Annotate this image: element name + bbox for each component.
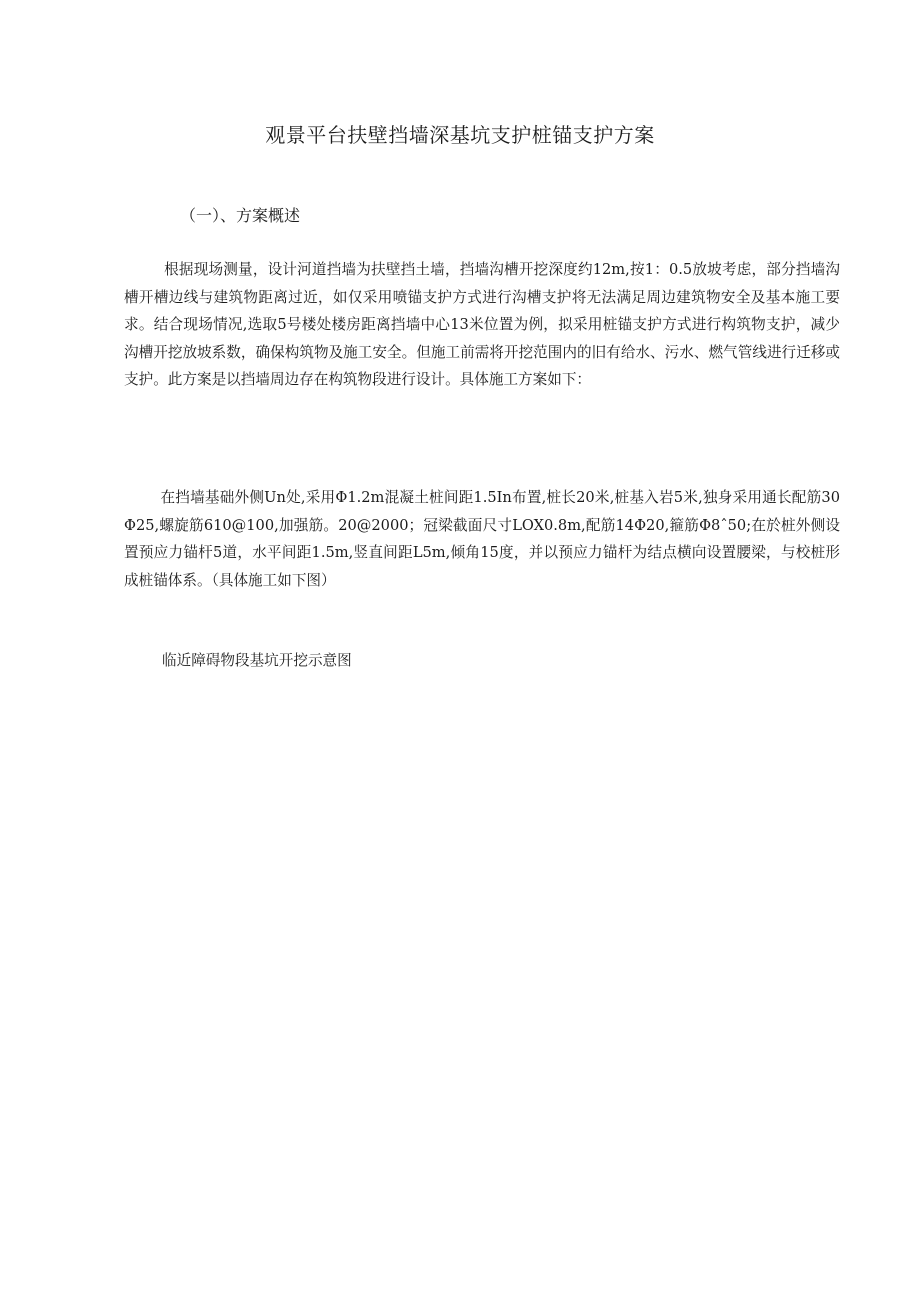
figure-caption: 临近障碍物段基坑开挖示意图 (162, 652, 352, 669)
document-title: 观景平台扶壁挡墙深基坑支护桩锚支护方案 (265, 123, 655, 147)
section-heading: （一）、方案概述 (180, 206, 301, 225)
paragraph-overview: 根据现场测量，设计河道挡墙为扶壁挡土墙，挡墙沟槽开挖深度约12m,按1：0.5放坡考虑，部分挡墙沟槽开槽边线与建筑物距离过近，如仅采用喷锚支护方式进行沟槽支护将无法满足周边建筑物安全及基本施工要求。结合现场情况,选取5号楼处楼房距离挡墙中心13米位置为例，拟采用桩锚支护方式进行构筑物支护，减少沟槽开挖放坡系数，确保构筑物及施工安全。但施工前需将开挖范围内的旧有给水、污水、燃气管线进行迁移或支护。此方案是以挡墙周边存在构筑物段进行设计。具体施工方案如下： (124, 261, 840, 389)
paragraph-construction: 在挡墙基础外侧Un处,采用Φ1.2m混凝土桩间距1.5In布置,桩长20米,桩基入岩5米,独身采用通长配筋30Φ25,螺旋筋610@100,加强筋。20@2000；冠梁截面尺寸LOX0.8m,配筋14Φ20,箍筋Φ8ˆ50;在於桩外侧设置预应力锚杆5道，水平间距1.5m,竖直间距L5m,倾角15度，并以预应力锚杆为结点横向设置腰梁，与校桩形成桩锚体系。（具体施工如下图） (124, 489, 840, 589)
